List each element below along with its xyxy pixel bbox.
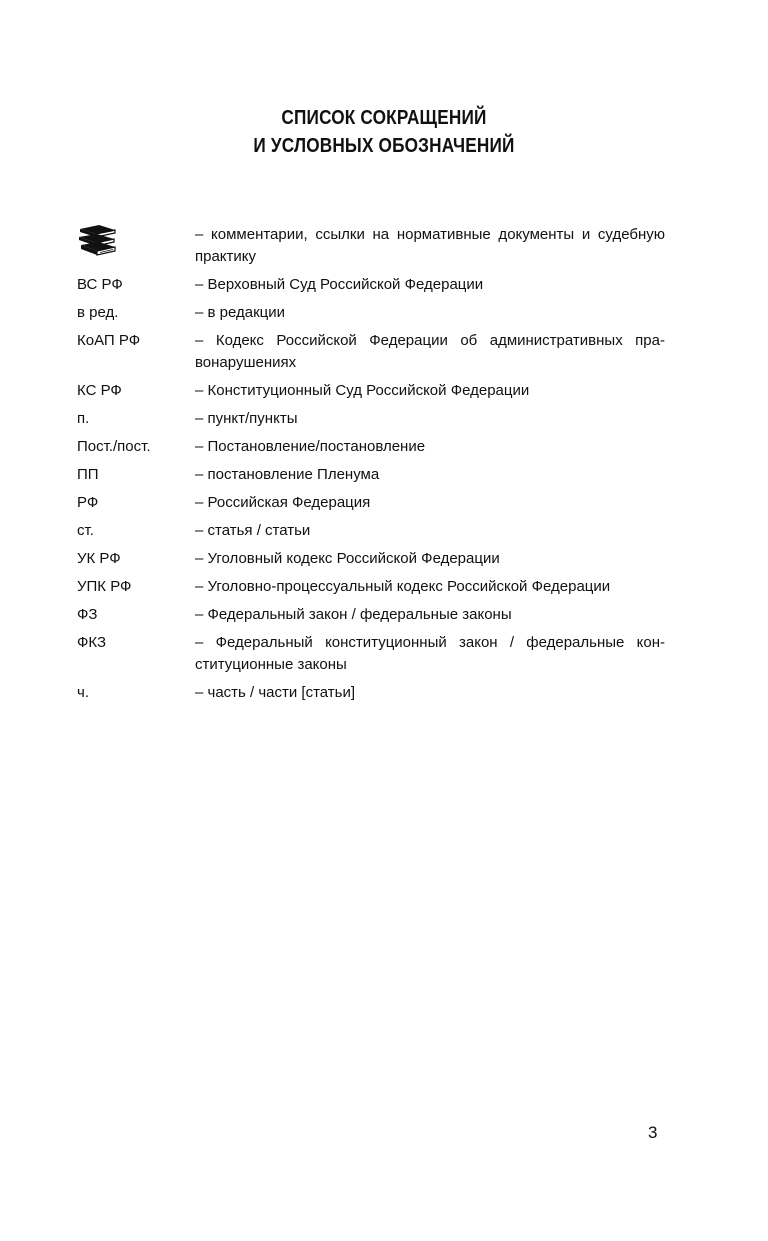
description: – постановление Пленума <box>195 466 380 483</box>
abbreviation: КоАП РФ <box>77 332 141 349</box>
description: – Федеральный закон / федеральные законы <box>195 606 512 623</box>
description: – Уголовный кодекс Российской Федерации <box>195 550 500 567</box>
abbreviation: ч. <box>77 684 89 701</box>
list-item <box>77 548 667 570</box>
abbreviation: Пост./пост. <box>77 438 151 455</box>
list-item <box>77 224 667 268</box>
list-item <box>77 576 667 598</box>
page-title-line-2: И УСЛОВНЫХ ОБОЗНАЧЕНИЙ <box>253 135 515 157</box>
list-item <box>77 274 667 296</box>
abbreviation <box>77 224 195 264</box>
list-item <box>77 380 667 402</box>
abbreviation: РФ <box>77 494 99 511</box>
list-item <box>77 520 667 542</box>
list-item <box>77 330 667 374</box>
description: – пункт/пункты <box>195 410 298 427</box>
description: – Федеральный конституционный закон / федеральные конституционные законы <box>195 634 665 673</box>
abbreviation: ст. <box>77 522 94 539</box>
abbreviation: КС РФ <box>77 382 122 399</box>
list-item <box>77 604 667 626</box>
abbreviation: УК РФ <box>77 550 121 567</box>
books-icon <box>77 224 117 258</box>
abbreviation: ФЗ <box>77 606 98 623</box>
abbreviation: ФКЗ <box>77 634 107 651</box>
abbreviation-list <box>77 224 667 710</box>
list-item <box>77 492 667 514</box>
list-item <box>77 408 667 430</box>
list-item <box>77 302 667 324</box>
description: – в редакции <box>195 304 286 321</box>
list-item <box>77 682 667 704</box>
description: – часть / части [статьи] <box>195 684 356 701</box>
list-item <box>77 632 667 676</box>
description: – Верховный Суд Российской Федерации <box>195 276 484 293</box>
list-item <box>77 436 667 458</box>
abbreviation: п. <box>77 410 90 427</box>
description: – Российская Федерация <box>195 494 371 511</box>
abbreviation: в ред. <box>77 304 119 321</box>
abbreviation: ПП <box>77 466 99 483</box>
abbreviation: ВС РФ <box>77 276 123 293</box>
abbreviation: УПК РФ <box>77 578 132 595</box>
page-title-line-1: СПИСОК СОКРАЩЕНИЙ <box>281 107 487 129</box>
description: – Уголовно-процессуальный кодекс Российской Федерации <box>195 578 611 595</box>
description: – Конституционный Суд Российской Федерации <box>195 382 530 399</box>
list-item <box>77 464 667 486</box>
description: – Постановление/постановление <box>195 438 426 455</box>
description: – Кодекс Российской Федерации об административных правонарушениях <box>195 332 665 371</box>
description: – статья / статьи <box>195 522 311 539</box>
page-number: 3 <box>648 1123 658 1142</box>
description: – комментарии, ссылки на нормативные документы и судебную практику <box>195 226 665 265</box>
page-title <box>54 104 714 160</box>
